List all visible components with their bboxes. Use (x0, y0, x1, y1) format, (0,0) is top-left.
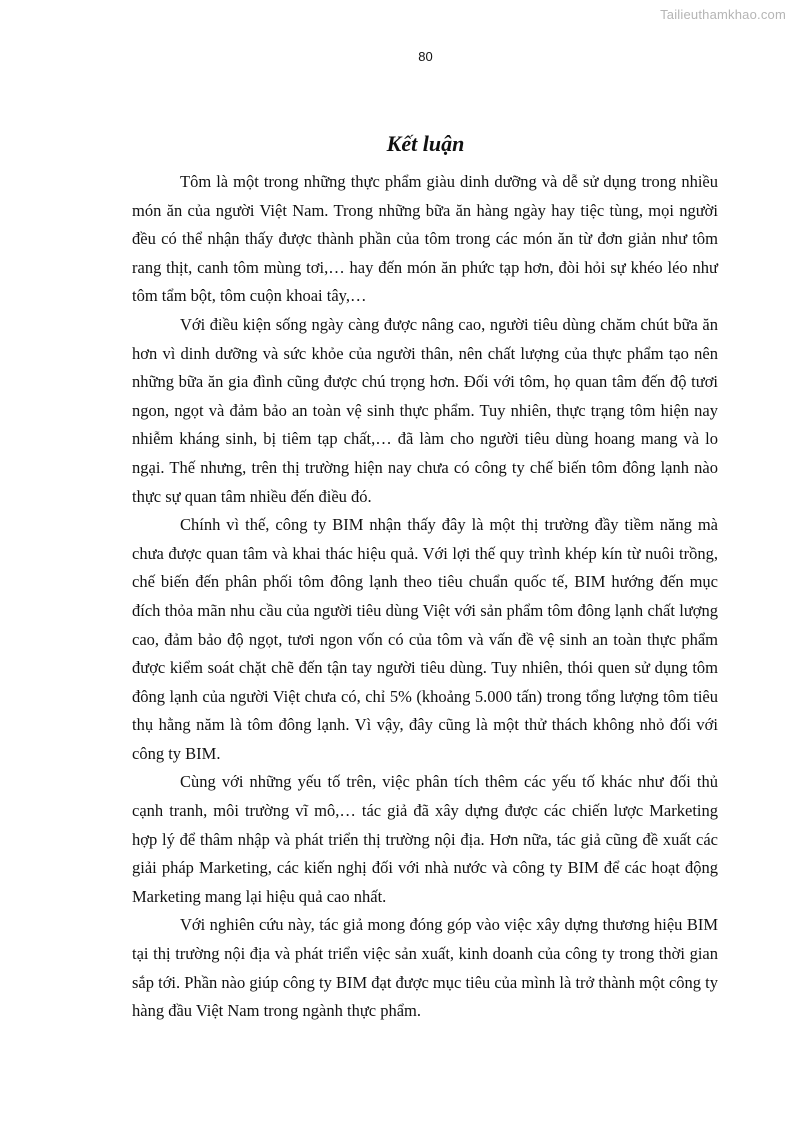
section-title: Kết luận (386, 131, 465, 156)
paragraph: Chính vì thế, công ty BIM nhận thấy đây là một thị trường đầy tiềm năng mà chưa được quan tâm và khai thác hiệu quả. Với lợi thế quy trình khép kín từ nuôi trồng, chế biến đến phân phối tôm đông lạnh theo tiêu chuẩn quốc tế, BIM hướng đến mục đích thỏa mãn nhu cầu của người tiêu dùng Việt với sản phẩm tôm đông lạnh chất lượng cao, đảm bảo độ ngọt, tươi ngon vốn có của tôm và vấn đề vệ sinh an toàn thực phẩm được kiểm soát chặt chẽ đến tận tay người tiêu dùng. Tuy nhiên, thói quen sử dụng tôm đông lạnh của người Việt chưa có, chỉ 5% (khoảng 5.000 tấn) trong tổng lượng tôm tiêu thụ hằng năm là tôm đông lạnh. Vì vậy, đây cũng là một thử thách không nhỏ đối với công ty BIM. (132, 515, 718, 763)
watermark: Tailieuthamkhao.com (660, 7, 786, 22)
paragraph: Tôm là một trong những thực phẩm giàu dinh dưỡng và dễ sử dụng trong nhiều món ăn của người Việt Nam. Trong những bữa ăn hàng ngày hay tiệc tùng, mọi người đều có thể nhận thấy được thành phần của tôm trong các món ăn từ đơn giản như tôm rang thịt, canh tôm mùng tơi,… hay đến món ăn phức tạp hơn, đòi hỏi sự khéo léo như tôm tẩm bột, tôm cuộn khoai tây,… (132, 172, 718, 306)
page-number: 80 (418, 49, 433, 64)
body-text (132, 168, 718, 1026)
paragraph: Với nghiên cứu này, tác giả mong đóng góp vào việc xây dựng thương hiệu BIM tại thị trường nội địa và phát triển việc sản xuất, kinh doanh của công ty trong thời gian sắp tới. Phần nào giúp công ty BIM đạt được mục tiêu của mình là trở thành một công ty hàng đầu Việt Nam trong ngành thực phẩm. (132, 915, 718, 1021)
paragraph: Với điều kiện sống ngày càng được nâng cao, người tiêu dùng chăm chút bữa ăn hơn vì dinh dưỡng và sức khỏe của người thân, nên chất lượng của thực phẩm tạo nên những bữa ăn gia đình cũng được chú trọng hơn. Đối với tôm, họ quan tâm đến độ tươi ngon, ngọt và đảm bảo an toàn vệ sinh thực phẩm. Tuy nhiên, thực trạng tôm hiện nay nhiễm kháng sinh, bị tiêm tạp chất,… đã làm cho người tiêu dùng hoang mang và lo ngại. Thế nhưng, trên thị trường hiện nay chưa có công ty chế biến tôm đông lạnh nào thực sự quan tâm nhiều đến điều đó. (132, 314, 718, 506)
paragraph: Cùng với những yếu tố trên, việc phân tích thêm các yếu tố khác như đối thủ cạnh tranh, môi trường vĩ mô,… tác giả đã xây dựng được các chiến lược Marketing hợp lý để thâm nhập và phát triển thị trường nội địa. Hơn nữa, tác giả cũng đề xuất các giải pháp Marketing, các kiến nghị đối với nhà nước và công ty BIM để các hoạt động Marketing mang lại hiệu quả cao nhất. (132, 772, 718, 906)
